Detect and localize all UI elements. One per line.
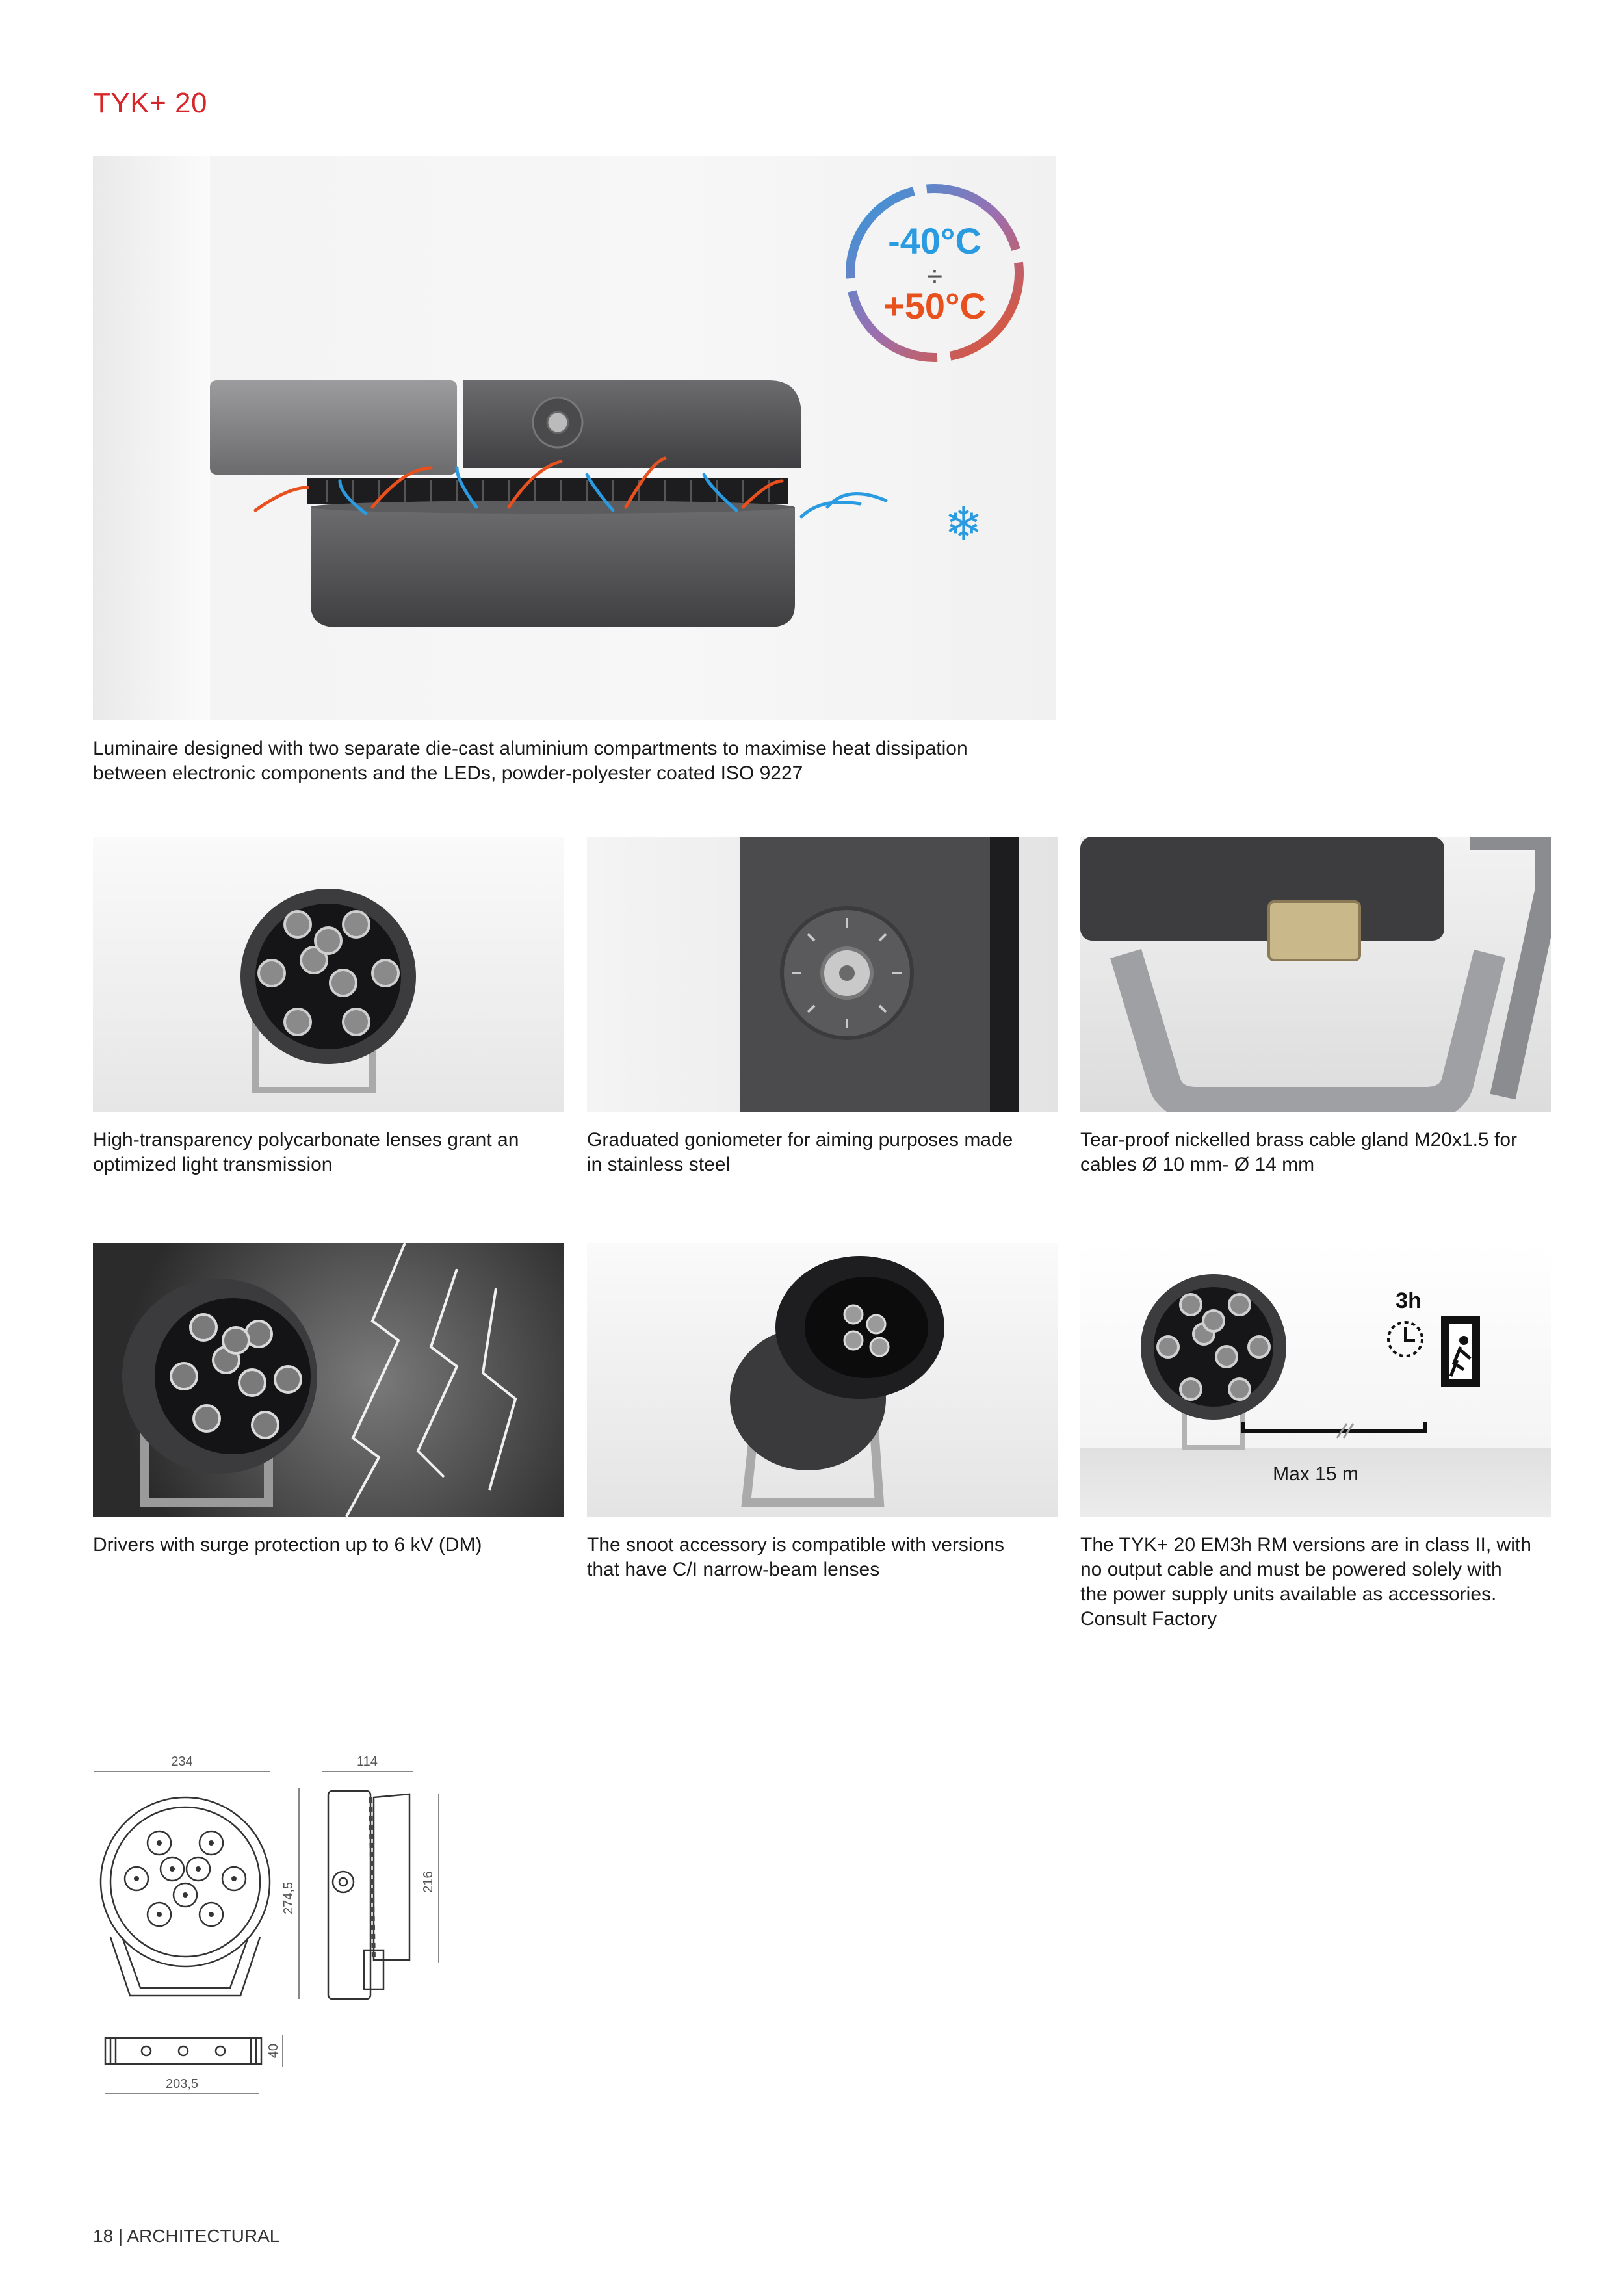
- distance-line: [1243, 1422, 1425, 1431]
- duration-badge: 3h: [1396, 1288, 1422, 1313]
- feature-image-surge: [93, 1243, 564, 1517]
- side-view: [328, 1791, 409, 1999]
- caption-line: no output cable and must be powered solely with: [1080, 1559, 1502, 1580]
- caption-line: that have C/I narrow-beam lenses: [587, 1559, 880, 1580]
- caption-line: The snoot accessory is compatible with versions: [587, 1534, 1004, 1556]
- feature-image-cable-gland: [1080, 837, 1551, 1112]
- hero-caption: [93, 737, 1068, 786]
- page-footer: 18 | ARCHITECTURAL: [93, 2226, 280, 2246]
- caption-line: Graduated goniometer for aiming purposes made: [587, 1129, 1013, 1151]
- caption-line: High-transparency polycarbonate lenses grant an: [93, 1129, 519, 1151]
- lightning-bolts: [346, 1243, 515, 1517]
- feature-caption-snoot: [587, 1533, 1061, 1582]
- dim-depth: 114: [357, 1755, 378, 1769]
- bracket: [1126, 954, 1490, 1103]
- base-view: [105, 2038, 261, 2064]
- feature-caption-emergency: [1080, 1533, 1555, 1632]
- feature-image-snoot: [587, 1243, 1058, 1517]
- dim-base-width: 203,5: [165, 2077, 199, 2091]
- caption-line: Tear-proof nickelled brass cable gland M20x1.5 for: [1080, 1129, 1518, 1151]
- feature-image-emergency: [1080, 1243, 1551, 1517]
- temp-max: +50°C: [883, 285, 986, 326]
- temp-separator: ÷: [926, 261, 943, 293]
- feature-image-goniometer: [587, 837, 1058, 1112]
- caption-line: cables Ø 10 mm- Ø 14 mm: [1080, 1154, 1315, 1175]
- cable-gland: [1269, 902, 1360, 960]
- caption-line: Drivers with surge protection up to 6 kV (DM): [93, 1534, 482, 1556]
- dim-height: 274,5: [281, 1881, 296, 1915]
- dim-width: 234: [171, 1755, 193, 1769]
- feature-caption-cable-gland: [1080, 1128, 1555, 1177]
- caption-line: in stainless steel: [587, 1154, 731, 1175]
- upper-housing: [463, 380, 801, 468]
- snowflake-icon: ❄: [944, 497, 983, 551]
- hero-image: [93, 156, 1056, 720]
- feature-caption-goniometer: [587, 1128, 1061, 1177]
- hero-caption-line: between electronic components and the LEDs, powder-polyester coated ISO 9227: [93, 763, 803, 784]
- caption-line: the power supply units available as accessories.: [1080, 1584, 1497, 1605]
- fixture-base: [1080, 837, 1444, 941]
- caption-line: optimized light transmission: [93, 1154, 333, 1175]
- feature-caption-surge: [93, 1533, 567, 1558]
- dim-base-height: 40: [266, 2043, 281, 2059]
- page-title: TYK+ 20: [93, 87, 207, 119]
- feature-image-lenses: [93, 837, 564, 1112]
- distance-label: Max 15 m: [1273, 1463, 1358, 1485]
- wall-panel: [93, 156, 210, 720]
- technical-drawing: [84, 1749, 474, 2126]
- feature-caption-lenses: [93, 1128, 567, 1177]
- bracket-arm: [210, 380, 457, 475]
- caption-line: The TYK+ 20 EM3h RM versions are in class II, with: [1080, 1534, 1531, 1556]
- temp-min: -40°C: [888, 220, 981, 261]
- lower-housing: [311, 507, 795, 627]
- caption-line: Consult Factory: [1080, 1608, 1217, 1630]
- dim-side-height: 216: [421, 1871, 435, 1893]
- hero-caption-line: Luminaire designed with two separate die-cast aluminium compartments to maximise heat dissipation: [93, 738, 968, 759]
